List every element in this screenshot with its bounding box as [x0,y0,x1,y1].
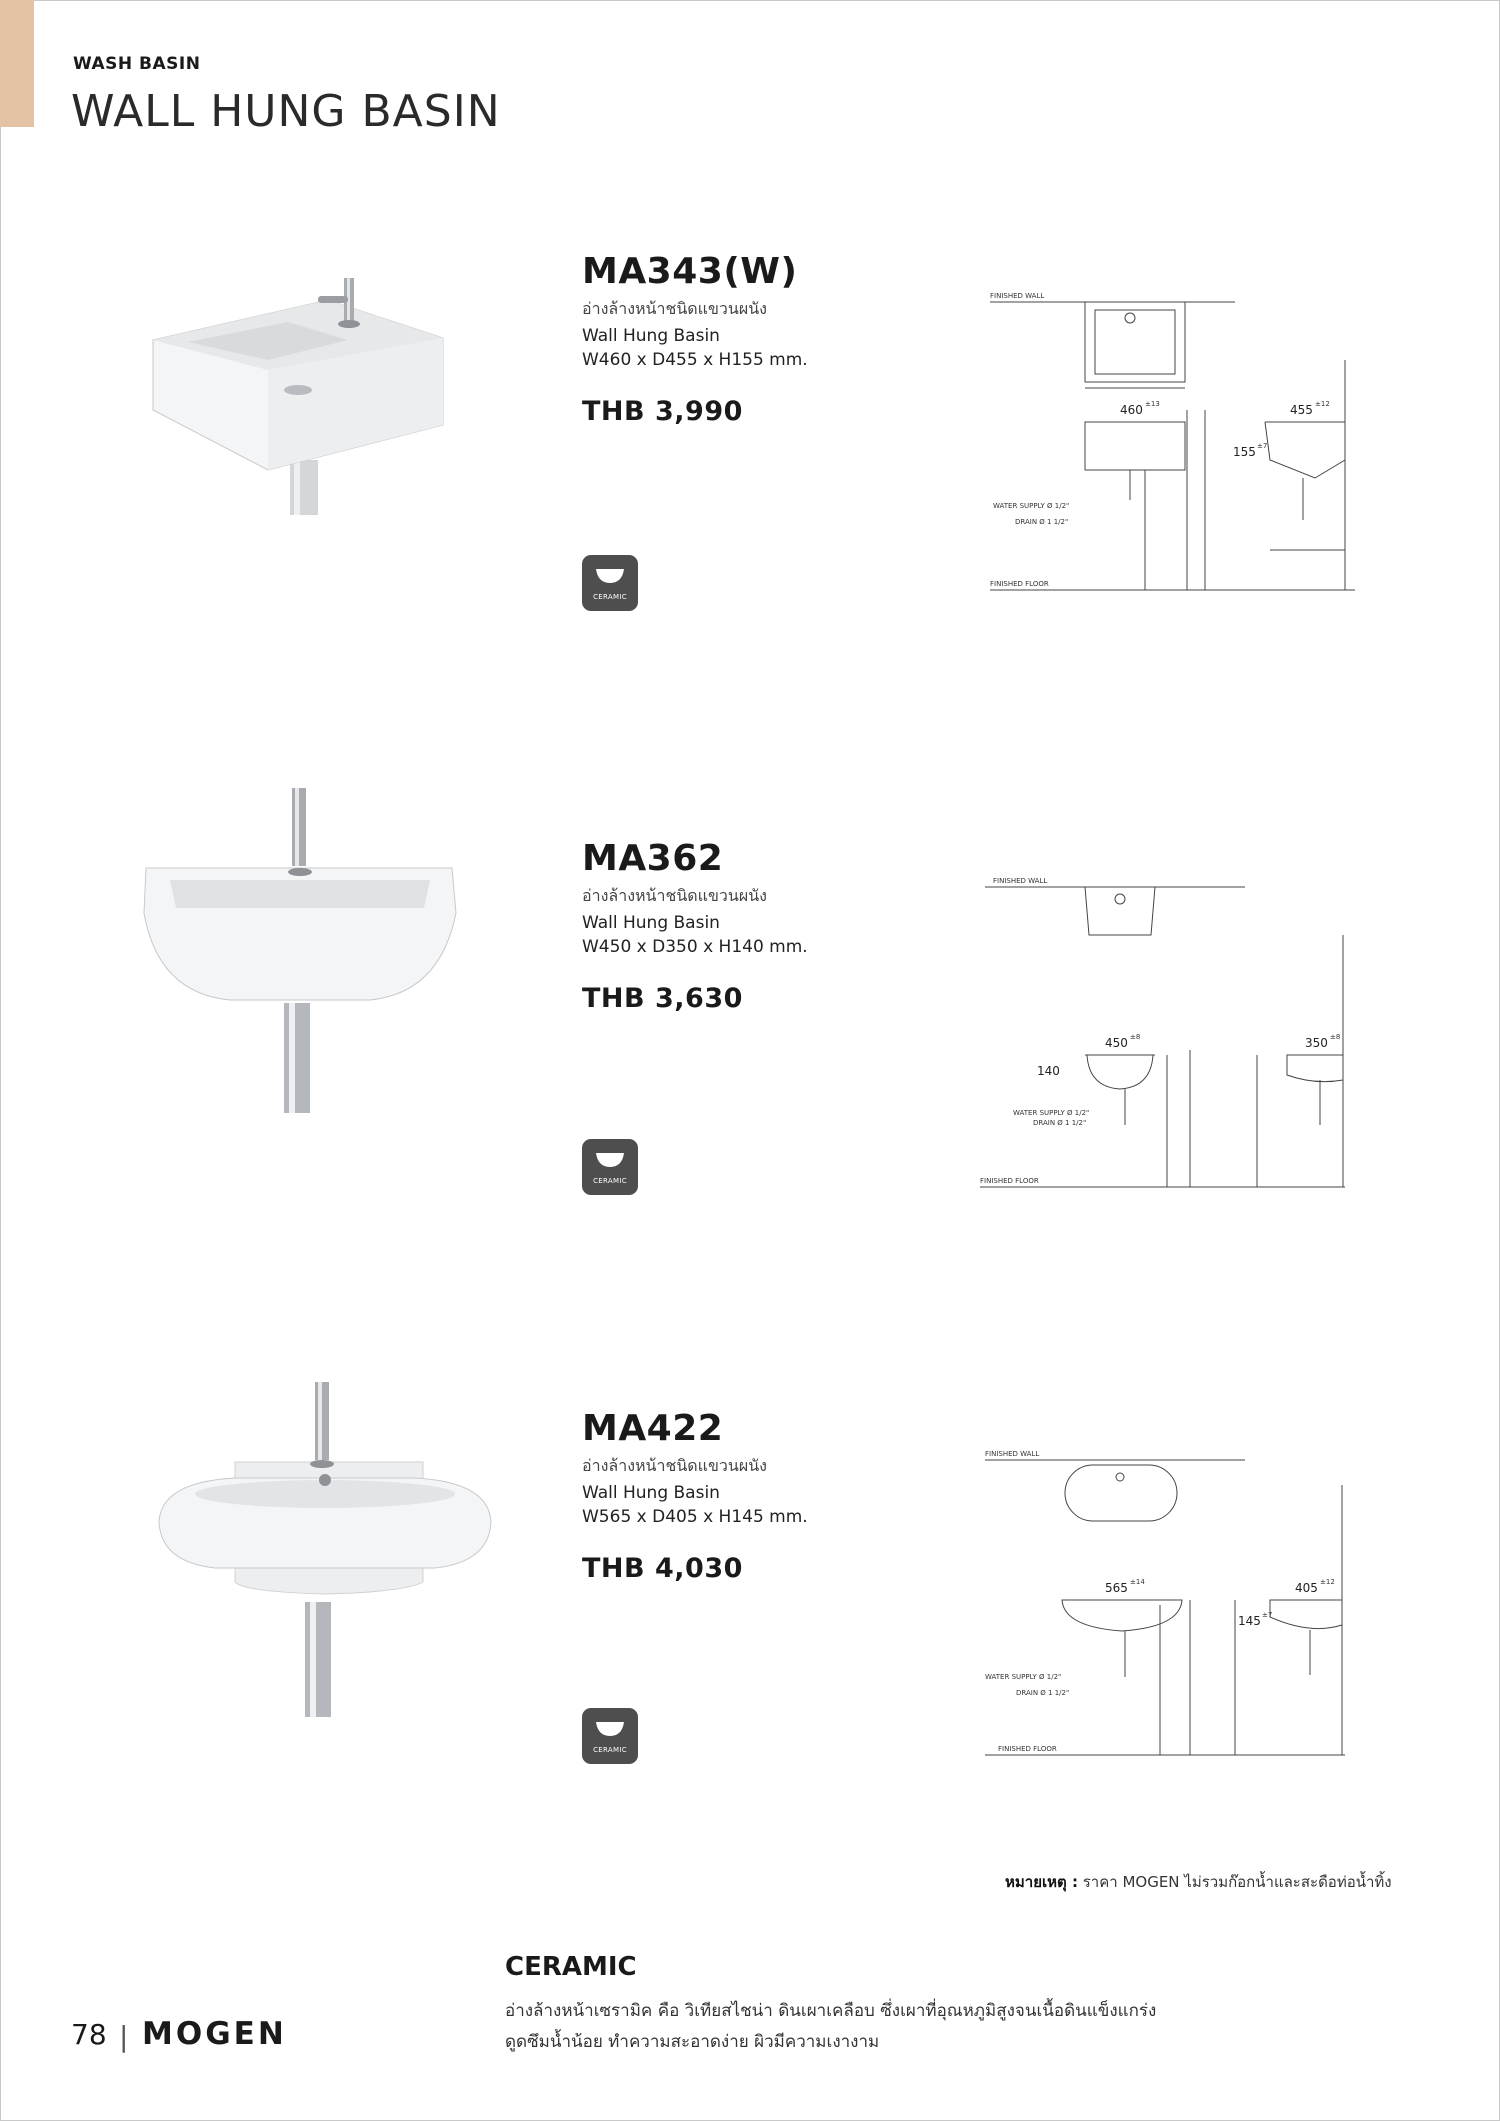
drawing-depth-tolerance: ±12 [1315,400,1330,408]
drawing-width: 450 [1105,1036,1128,1050]
drawing-width: 460 [1120,403,1143,417]
product-name: Wall Hung Basin [582,913,720,934]
product-info [582,1407,1002,1584]
drawing-label-drain: DRAIN Ø 1 1/2" [1016,1689,1070,1697]
drawing-depth: 350 [1305,1036,1328,1050]
ceramic-description-line: ดูดซึมน้ำน้อย ทำความสะอาดง่าย ผิวมีความเงางาม [505,2032,880,2052]
technical-drawing-ma422 [980,1425,1360,1765]
badge-label: CERAMIC [593,593,627,601]
basin-icon [594,1716,626,1738]
drawing-label-finished-wall: FINISHED WALL [990,292,1045,300]
section-tab-accent [0,0,34,127]
page-title: WALL HUNG BASIN [71,86,501,137]
ceramic-description [505,1996,1325,2058]
drawing-depth: 405 [1295,1581,1318,1595]
brand-logo: MOGEN [142,2016,287,2052]
drawing-label-finished-floor: FINISHED FLOOR [990,580,1049,588]
product-dimensions: W450 x D350 x H140 mm. [582,937,808,958]
drawing-width-tolerance: ±8 [1130,1033,1141,1041]
product-name-thai: อ่างล้างหน้าชนิดแขวนผนัง [582,1456,767,1476]
product-model: MA362 [582,838,724,879]
basin-icon [594,563,626,585]
product-dimensions: W565 x D405 x H145 mm. [582,1507,808,1528]
price-note-text: ราคา MOGEN ไม่รวมก๊อกน้ำและสะดือท่อน้ำทิ้ง [1082,1873,1392,1891]
product-photo-ma362 [140,788,460,1118]
product-info [582,837,1002,1014]
drawing-label-finished-wall: FINISHED WALL [985,1450,1040,1458]
technical-drawing-ma362 [975,875,1365,1195]
product-model: MA422 [582,1408,724,1449]
drawing-height: 145 [1238,1614,1261,1628]
technical-drawing-ma343w [985,290,1365,610]
product-name: Wall Hung Basin [582,326,720,347]
basin-icon [594,1147,626,1169]
drawing-label-finished-floor: FINISHED FLOOR [998,1745,1057,1753]
page-number: 78 [71,2018,107,2051]
drawing-label-water-supply: WATER SUPPLY Ø 1/2" [1013,1109,1090,1117]
drawing-width-tolerance: ±14 [1130,1578,1145,1586]
footer-separator: | [119,2020,129,2053]
drawing-height: 140 [1037,1064,1060,1078]
product-price: THB 3,630 [582,983,743,1015]
ceramic-badge [582,1139,638,1195]
drawing-height-tolerance: ±7 [1257,442,1268,450]
section-kicker: WASH BASIN [73,54,201,74]
drawing-label-drain: DRAIN Ø 1 1/2" [1015,518,1069,526]
badge-label: CERAMIC [593,1746,627,1754]
ceramic-description-line: อ่างล้างหน้าเซรามิค คือ วิเทียสไชน่า ดินเผาเคลือบ ซึ่งเผาที่อุณหภูมิสูงจนเนื้อดินแข็งแกร่ง [505,2001,1157,2021]
product-name: Wall Hung Basin [582,1483,720,1504]
ceramic-section-title: CERAMIC [505,1952,637,1982]
product-name-thai: อ่างล้างหน้าชนิดแขวนผนัง [582,886,767,906]
drawing-depth-tolerance: ±12 [1320,1578,1335,1586]
drawing-label-drain: DRAIN Ø 1 1/2" [1033,1119,1087,1127]
drawing-height-tolerance: ±7 [1262,1611,1273,1619]
drawing-label-finished-floor: FINISHED FLOOR [980,1177,1039,1185]
product-price: THB 4,030 [582,1553,743,1585]
price-note [1005,1870,1392,1894]
drawing-width: 565 [1105,1581,1128,1595]
ceramic-badge [582,555,638,611]
product-name-thai: อ่างล้างหน้าชนิดแขวนผนัง [582,299,767,319]
drawing-depth-tolerance: ±8 [1330,1033,1341,1041]
product-price: THB 3,990 [582,396,743,428]
drawing-label-water-supply: WATER SUPPLY Ø 1/2" [993,502,1070,510]
product-dimensions: W460 x D455 x H155 mm. [582,350,808,371]
product-model: MA343(W) [582,251,798,292]
drawing-width-tolerance: ±13 [1145,400,1160,408]
product-photo-ma422 [155,1382,495,1722]
drawing-label-water-supply: WATER SUPPLY Ø 1/2" [985,1673,1062,1681]
product-photo-ma343w [148,260,448,520]
drawing-label-finished-wall: FINISHED WALL [993,877,1048,885]
badge-label: CERAMIC [593,1177,627,1185]
product-info [582,250,1002,427]
drawing-depth: 455 [1290,403,1313,417]
price-note-label: หมายเหตุ : [1005,1873,1078,1891]
drawing-height: 155 [1233,445,1256,459]
ceramic-badge [582,1708,638,1764]
